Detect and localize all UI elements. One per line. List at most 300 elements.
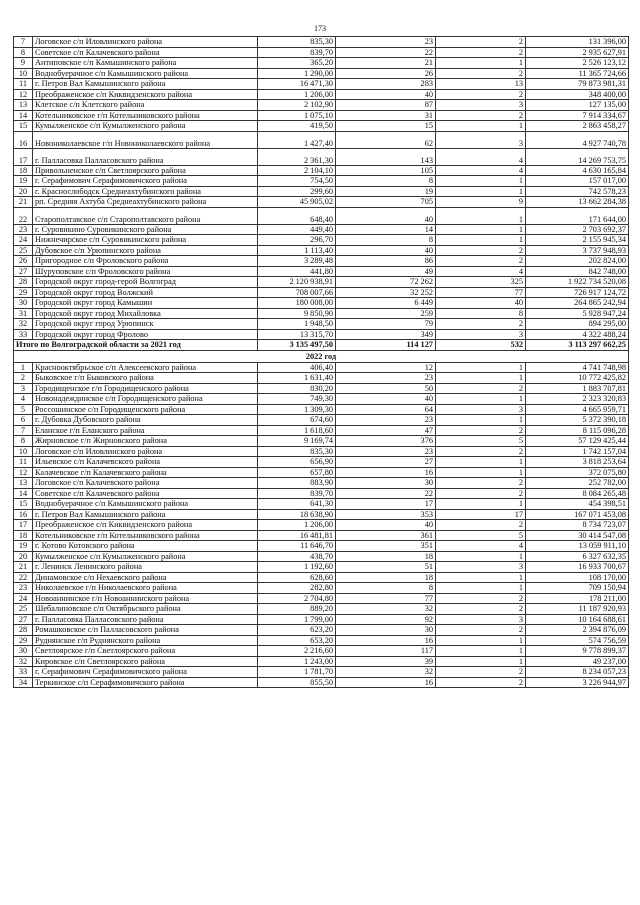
count-b-value: 3 <box>436 131 526 148</box>
row-number: 14 <box>14 110 33 121</box>
area-value: 2 361,30 <box>258 148 336 165</box>
count-b-value: 2 <box>436 47 526 58</box>
row-number: 2 <box>14 373 33 384</box>
municipality-name: Нижнечирское с/п Суровикинского района <box>33 235 258 246</box>
count-a-value: 72 262 <box>336 277 436 288</box>
area-value: 365,20 <box>258 58 336 69</box>
row-number: 28 <box>14 277 33 288</box>
municipality-name: Советское с/п Калачевского района <box>33 488 258 499</box>
table-row <box>14 457 629 468</box>
sum-value: 127 135,00 <box>526 100 629 111</box>
row-number: 25 <box>14 604 33 615</box>
table-row <box>14 625 629 636</box>
count-a-value: 32 252 <box>336 287 436 298</box>
municipality-name: Старополтавское с/п Старополтавского района <box>33 207 258 224</box>
table-row <box>14 436 629 447</box>
count-a-value: 18 <box>336 572 436 583</box>
sum-value: 1 883 707,81 <box>526 383 629 394</box>
area-value: 1 192,60 <box>258 562 336 573</box>
count-b-value: 1 <box>436 635 526 646</box>
table-row <box>14 58 629 69</box>
count-a-value: 26 <box>336 68 436 79</box>
count-b-value: 2 <box>436 383 526 394</box>
row-number: 1 <box>14 362 33 373</box>
count-b-value: 4 <box>436 541 526 552</box>
count-b-value: 1 <box>436 467 526 478</box>
row-number: 8 <box>14 436 33 447</box>
area-value: 45 905,02 <box>258 197 336 208</box>
table-row <box>14 121 629 132</box>
total-count-b: 532 <box>436 340 526 351</box>
area-value: 628,60 <box>258 572 336 583</box>
municipality-name: Логовское с/п Иловлинского района <box>33 37 258 48</box>
count-a-value: 21 <box>336 58 436 69</box>
row-number: 15 <box>14 499 33 510</box>
area-value: 1 075,10 <box>258 110 336 121</box>
count-b-value: 2 <box>436 478 526 489</box>
count-a-value: 31 <box>336 110 436 121</box>
count-b-value: 1 <box>436 235 526 246</box>
area-value: 1 781,70 <box>258 667 336 678</box>
sum-value: 4 630 165,84 <box>526 165 629 176</box>
count-a-value: 117 <box>336 646 436 657</box>
municipality-name: г. Серафимович Серафимовичского района <box>33 667 258 678</box>
row-number: 10 <box>14 68 33 79</box>
table-row <box>14 224 629 235</box>
count-b-value: 1 <box>436 551 526 562</box>
table-row <box>14 131 629 148</box>
municipality-name: Городской округ город-герой Волгоград <box>33 277 258 288</box>
table-row <box>14 383 629 394</box>
count-a-value: 30 <box>336 478 436 489</box>
count-a-value: 40 <box>336 207 436 224</box>
count-b-value: 2 <box>436 89 526 100</box>
municipality-name: Советское с/п Калачевского района <box>33 47 258 58</box>
count-a-value: 12 <box>336 362 436 373</box>
area-value: 839,70 <box>258 488 336 499</box>
table-row <box>14 572 629 583</box>
count-a-value: 50 <box>336 383 436 394</box>
row-number: 22 <box>14 572 33 583</box>
area-value: 839,70 <box>258 47 336 58</box>
row-number: 31 <box>14 308 33 319</box>
sum-value: 57 129 425,44 <box>526 436 629 447</box>
count-a-value: 16 <box>336 467 436 478</box>
sum-value: 742 578,23 <box>526 186 629 197</box>
count-b-value: 1 <box>436 457 526 468</box>
area-value: 1 113,40 <box>258 245 336 256</box>
count-a-value: 40 <box>336 89 436 100</box>
municipality-name: Городской округ город Волжский <box>33 287 258 298</box>
table-row <box>14 562 629 573</box>
municipality-name: Калачевское г/п Калачевского района <box>33 467 258 478</box>
sum-value: 14 269 753,75 <box>526 148 629 165</box>
sum-value: 2 394 876,09 <box>526 625 629 636</box>
sum-value: 894 295,00 <box>526 319 629 330</box>
row-number: 34 <box>14 677 33 688</box>
area-value: 623,20 <box>258 625 336 636</box>
count-a-value: 18 <box>336 551 436 562</box>
table-row <box>14 551 629 562</box>
table-row <box>14 646 629 657</box>
row-number: 16 <box>14 131 33 148</box>
municipality-name: Россошинское с/п Городищенского района <box>33 404 258 415</box>
municipality-name: Воднобуерачное с/п Камышинского района <box>33 499 258 510</box>
area-value: 1 799,00 <box>258 614 336 625</box>
count-b-value: 2 <box>436 520 526 531</box>
sum-value: 3 226 944,97 <box>526 677 629 688</box>
area-value: 754,50 <box>258 176 336 187</box>
municipality-name: Николаевское г/п Николаевского района <box>33 583 258 594</box>
count-b-value: 2 <box>436 425 526 436</box>
table-row <box>14 165 629 176</box>
count-a-value: 15 <box>336 121 436 132</box>
area-value: 749,30 <box>258 394 336 405</box>
total-label: Итого по Волгоградской области за 2021 год <box>14 340 258 351</box>
row-number: 30 <box>14 298 33 309</box>
count-a-value: 16 <box>336 635 436 646</box>
sum-value: 4 665 959,71 <box>526 404 629 415</box>
row-number: 9 <box>14 58 33 69</box>
row-number: 16 <box>14 509 33 520</box>
row-number: 24 <box>14 593 33 604</box>
municipality-name: Пригородное с/п Фроловского района <box>33 256 258 267</box>
count-b-value: 8 <box>436 308 526 319</box>
count-a-value: 40 <box>336 394 436 405</box>
area-value: 1 206,00 <box>258 520 336 531</box>
count-a-value: 62 <box>336 131 436 148</box>
municipality-name: Ильевское с/п Калачевского района <box>33 457 258 468</box>
count-b-value: 1 <box>436 646 526 657</box>
sum-value: 167 071 453,08 <box>526 509 629 520</box>
table-row <box>14 186 629 197</box>
row-number: 29 <box>14 635 33 646</box>
municipality-name: Теркинское с/п Серафимовичского района <box>33 677 258 688</box>
table-row <box>14 256 629 267</box>
row-number: 18 <box>14 165 33 176</box>
count-b-value: 40 <box>436 298 526 309</box>
row-number: 19 <box>14 541 33 552</box>
area-value: 1 427,40 <box>258 131 336 148</box>
sum-value: 4 322 488,24 <box>526 329 629 340</box>
municipality-name: Кумылженское с/п Кумылженского района <box>33 121 258 132</box>
municipality-name: Новонадеждинское с/п Городищенского района <box>33 394 258 405</box>
sum-value: 2 323 320,83 <box>526 394 629 405</box>
area-value: 653,20 <box>258 635 336 646</box>
count-a-value: 705 <box>336 197 436 208</box>
area-value: 13 315,70 <box>258 329 336 340</box>
table-row <box>14 329 629 340</box>
area-value: 674,60 <box>258 415 336 426</box>
count-b-value: 5 <box>436 436 526 447</box>
municipality-name: Клетское с/п Клетского района <box>33 100 258 111</box>
count-a-value: 79 <box>336 319 436 330</box>
sum-value: 10 772 425,82 <box>526 373 629 384</box>
count-a-value: 17 <box>336 499 436 510</box>
table-row <box>14 604 629 615</box>
count-b-value: 3 <box>436 404 526 415</box>
table-row <box>14 148 629 165</box>
count-b-value: 2 <box>436 625 526 636</box>
data-table <box>13 36 629 688</box>
count-a-value: 87 <box>336 100 436 111</box>
sum-value: 726 917 124,72 <box>526 287 629 298</box>
sum-value: 574 756,59 <box>526 635 629 646</box>
count-a-value: 32 <box>336 667 436 678</box>
area-value: 16 481,81 <box>258 530 336 541</box>
sum-value: 252 782,00 <box>526 478 629 489</box>
row-number: 33 <box>14 329 33 340</box>
municipality-name: г. Палласовка Палласовского района <box>33 614 258 625</box>
municipality-name: Светлоярское г/п Светлоярского района <box>33 646 258 657</box>
count-a-value: 19 <box>336 186 436 197</box>
municipality-name: Динамовское с/п Нехаевского района <box>33 572 258 583</box>
count-b-value: 3 <box>436 614 526 625</box>
row-number: 26 <box>14 256 33 267</box>
table-row <box>14 499 629 510</box>
row-number: 15 <box>14 121 33 132</box>
table-row <box>14 298 629 309</box>
area-value: 419,50 <box>258 121 336 132</box>
table-row <box>14 89 629 100</box>
count-b-value: 1 <box>436 373 526 384</box>
row-number: 32 <box>14 656 33 667</box>
total-count-a: 114 127 <box>336 340 436 351</box>
area-value: 648,40 <box>258 207 336 224</box>
municipality-name: г. Серафимович Серафимовичского района <box>33 176 258 187</box>
area-value: 889,20 <box>258 604 336 615</box>
count-a-value: 16 <box>336 677 436 688</box>
sum-value: 2 155 945,34 <box>526 235 629 246</box>
table-row <box>14 373 629 384</box>
count-b-value: 2 <box>436 68 526 79</box>
count-a-value: 8 <box>336 176 436 187</box>
sum-value: 171 644,00 <box>526 207 629 224</box>
municipality-name: Котельниковское г/п Котельниковского района <box>33 110 258 121</box>
table-row <box>14 319 629 330</box>
count-b-value: 2 <box>436 593 526 604</box>
row-number: 11 <box>14 457 33 468</box>
sum-value: 8 084 265,48 <box>526 488 629 499</box>
municipality-name: Котельниковское г/п Котельниковского района <box>33 530 258 541</box>
table-row <box>14 266 629 277</box>
sum-value: 13 662 284,38 <box>526 197 629 208</box>
sum-value: 2 703 692,37 <box>526 224 629 235</box>
sum-value: 49 237,00 <box>526 656 629 667</box>
count-a-value: 32 <box>336 604 436 615</box>
area-value: 406,40 <box>258 362 336 373</box>
table-row <box>14 509 629 520</box>
area-value: 9 850,90 <box>258 308 336 319</box>
row-number: 25 <box>14 245 33 256</box>
table-row <box>14 197 629 208</box>
count-a-value: 77 <box>336 593 436 604</box>
municipality-name: Краснооктябрьское с/п Алексеевского района <box>33 362 258 373</box>
area-value: 438,70 <box>258 551 336 562</box>
count-a-value: 105 <box>336 165 436 176</box>
municipality-name: г. Котово Котовского района <box>33 541 258 552</box>
table-row <box>14 176 629 187</box>
sum-value: 2 863 458,27 <box>526 121 629 132</box>
count-a-value: 14 <box>336 224 436 235</box>
row-number: 13 <box>14 478 33 489</box>
area-value: 441,80 <box>258 266 336 277</box>
table-row <box>14 478 629 489</box>
table-row <box>14 583 629 594</box>
sum-value: 454 398,51 <box>526 499 629 510</box>
municipality-name: Шуруповское с/п Фроловского района <box>33 266 258 277</box>
row-number: 24 <box>14 235 33 246</box>
municipality-name: Преображенское с/п Киквидзенского района <box>33 89 258 100</box>
table-row <box>14 404 629 415</box>
sum-value: 131 396,00 <box>526 37 629 48</box>
area-value: 883,90 <box>258 478 336 489</box>
municipality-name: Городской округ город Урюпинск <box>33 319 258 330</box>
sum-value: 8 115 096,28 <box>526 425 629 436</box>
count-b-value: 3 <box>436 329 526 340</box>
sum-value: 842 748,00 <box>526 266 629 277</box>
count-b-value: 3 <box>436 100 526 111</box>
municipality-name: Жирновское г/п Жирновского района <box>33 436 258 447</box>
municipality-name: Городской округ город Камышин <box>33 298 258 309</box>
area-value: 9 169,74 <box>258 436 336 447</box>
municipality-name: Преображенское с/п Киквидзенского района <box>33 520 258 531</box>
count-b-value: 1 <box>436 572 526 583</box>
sum-value: 4 741 748,98 <box>526 362 629 373</box>
count-b-value: 1 <box>436 121 526 132</box>
count-b-value: 4 <box>436 266 526 277</box>
count-a-value: 349 <box>336 329 436 340</box>
row-number: 22 <box>14 207 33 224</box>
table-row <box>14 235 629 246</box>
count-a-value: 64 <box>336 404 436 415</box>
count-a-value: 23 <box>336 446 436 457</box>
municipality-name: Логовское с/п Калачевского района <box>33 478 258 489</box>
municipality-name: г. Ленинск Ленинского района <box>33 562 258 573</box>
table-row <box>14 656 629 667</box>
count-a-value: 23 <box>336 37 436 48</box>
sum-value: 157 017,00 <box>526 176 629 187</box>
municipality-name: Логовское с/п Иловлинского района <box>33 446 258 457</box>
municipality-name: г. Дубовка Дубовского района <box>33 415 258 426</box>
row-number: 10 <box>14 446 33 457</box>
area-value: 2 120 938,91 <box>258 277 336 288</box>
sum-value: 10 164 688,61 <box>526 614 629 625</box>
area-value: 641,30 <box>258 499 336 510</box>
table-row <box>14 677 629 688</box>
table-row <box>14 394 629 405</box>
table-row <box>14 245 629 256</box>
sum-value: 2 526 123,12 <box>526 58 629 69</box>
count-b-value: 1 <box>436 656 526 667</box>
table-row <box>14 520 629 531</box>
row-number: 28 <box>14 625 33 636</box>
area-value: 180 008,00 <box>258 298 336 309</box>
count-b-value: 2 <box>436 245 526 256</box>
area-value: 708 007,66 <box>258 287 336 298</box>
sum-value: 6 327 632,35 <box>526 551 629 562</box>
area-value: 1 243,00 <box>258 656 336 667</box>
sum-value: 16 933 700,67 <box>526 562 629 573</box>
table-row <box>14 308 629 319</box>
count-a-value: 6 449 <box>336 298 436 309</box>
table-row <box>14 79 629 90</box>
count-b-value: 2 <box>436 319 526 330</box>
row-number: 19 <box>14 176 33 187</box>
area-value: 2 102,90 <box>258 100 336 111</box>
count-a-value: 353 <box>336 509 436 520</box>
area-value: 835,30 <box>258 446 336 457</box>
area-value: 1 206,00 <box>258 89 336 100</box>
sum-value: 202 824,00 <box>526 256 629 267</box>
row-number: 29 <box>14 287 33 298</box>
sum-value: 264 865 242,94 <box>526 298 629 309</box>
page-number: 173 <box>314 24 326 33</box>
area-value: 18 638,90 <box>258 509 336 520</box>
count-b-value: 2 <box>436 604 526 615</box>
sum-value: 8 734 723,07 <box>526 520 629 531</box>
count-a-value: 8 <box>336 583 436 594</box>
table-row <box>14 415 629 426</box>
table-row <box>14 47 629 58</box>
count-a-value: 51 <box>336 562 436 573</box>
municipality-name: рп. Средняя Ахтуба Среднеахтубинского района <box>33 197 258 208</box>
count-b-value: 3 <box>436 562 526 573</box>
municipality-name: Привольненское с/п Светлоярского района <box>33 165 258 176</box>
area-value: 1 631,40 <box>258 373 336 384</box>
count-a-value: 86 <box>336 256 436 267</box>
sum-value: 5 372 390,18 <box>526 415 629 426</box>
sum-value: 11 187 920,93 <box>526 604 629 615</box>
area-value: 296,70 <box>258 235 336 246</box>
year-header: 2022 год <box>14 350 629 362</box>
row-number: 27 <box>14 614 33 625</box>
row-number: 23 <box>14 224 33 235</box>
row-number: 21 <box>14 562 33 573</box>
row-number: 3 <box>14 383 33 394</box>
table-row <box>14 68 629 79</box>
count-a-value: 376 <box>336 436 436 447</box>
area-value: 2 104,10 <box>258 165 336 176</box>
row-number: 32 <box>14 319 33 330</box>
area-value: 282,80 <box>258 583 336 594</box>
total-sum: 3 113 297 662,25 <box>526 340 629 351</box>
table-row <box>14 667 629 678</box>
count-b-value: 1 <box>436 499 526 510</box>
municipality-name: Новоаннинское г/п Новоаннинского района <box>33 593 258 604</box>
table-row <box>14 614 629 625</box>
area-value: 2 704,80 <box>258 593 336 604</box>
count-a-value: 40 <box>336 245 436 256</box>
municipality-name: Быковское г/п Быковского района <box>33 373 258 384</box>
row-number: 17 <box>14 148 33 165</box>
area-value: 656,90 <box>258 457 336 468</box>
area-value: 835,30 <box>258 37 336 48</box>
municipality-name: Воднобуерачное с/п Камышинского района <box>33 68 258 79</box>
count-b-value: 9 <box>436 197 526 208</box>
sum-value: 8 234 057,23 <box>526 667 629 678</box>
count-b-value: 1 <box>436 186 526 197</box>
municipality-name: г. Суровикино Суровикинского района <box>33 224 258 235</box>
municipality-name: Кумылженское с/п Кумылженского района <box>33 551 258 562</box>
count-b-value: 1 <box>436 176 526 187</box>
sum-value: 709 150,94 <box>526 583 629 594</box>
municipality-name: Дубовское с/п Урюпинского района <box>33 245 258 256</box>
table-row <box>14 541 629 552</box>
area-value: 1 948,50 <box>258 319 336 330</box>
sum-value: 3 737 948,93 <box>526 245 629 256</box>
table-row <box>14 488 629 499</box>
